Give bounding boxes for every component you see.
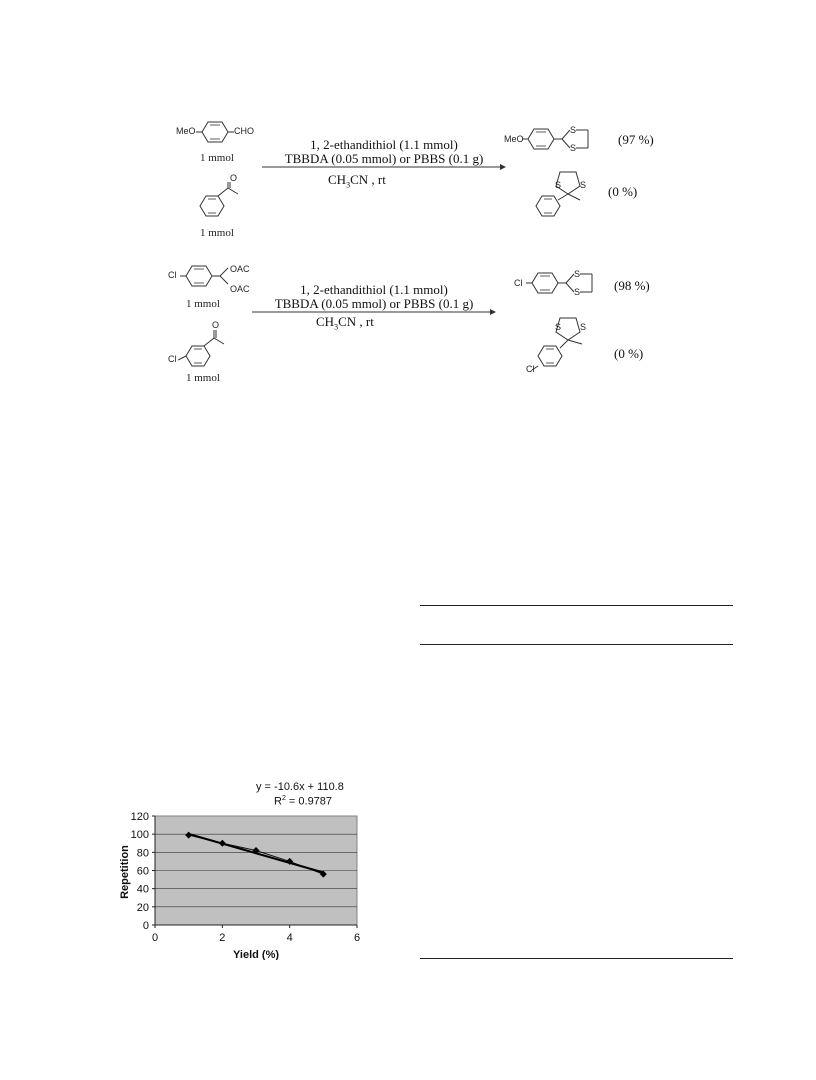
product1-methoxy: MeO [504,134,524,144]
y-tick-label: 120 [130,811,149,823]
product1-chloro: Cl [514,278,523,288]
product2-yield: (0 %) [614,346,644,361]
conditions-line-2: TBBDA (0.05 mmol) or PBBS (0.1 g) [274,296,474,311]
reactant2-chloro: Cl [168,354,177,364]
r-squared-label: $R^2 = 0.9787$ [274,795,333,808]
diacetate-structure [180,258,232,294]
y-tick-label: 60 [136,865,149,878]
x-tick-label: 0 [151,932,159,944]
x-tick-label: 6 [353,932,361,944]
reactant2-amount: 1 mmol [200,227,234,239]
product2-sulfur-left: S [555,180,562,190]
product2-chloro: Cl [526,364,535,374]
product2-dithiolane [530,312,602,374]
conditions-line-2: TBBDA (0.05 mmol) or PBBS (0.1 g) [284,151,484,166]
product1-dithiolane [526,262,606,304]
sulfur-bottom: S [570,143,577,153]
y-axis-label: Repetition [119,845,131,899]
scheme-1 [0,0,816,250]
x-tick-label: 4 [286,932,293,944]
product2-sulfur-right: S [580,322,587,332]
product1-yield: (98 %) [614,278,650,293]
x-tick-label: 2 [219,932,226,944]
product2-sulfur-left: S [555,322,562,332]
solvent-conditions: $CH_3CN$ , rt [316,314,374,332]
yield-repetition-chart [110,810,372,960]
table-bottom-rule [420,958,733,959]
anisaldehyde-ring [196,118,236,146]
sulfur-top: S [570,125,577,135]
scheme-2 [0,250,816,400]
trendline-equation: y = -10.6x + 110.8 [256,781,344,793]
reactant1-amount: 1 mmol [200,152,234,164]
reactant2-oxygen: O [212,320,220,330]
oac-bottom: OAC [230,284,250,294]
sulfur-bottom: S [574,287,581,297]
oac-top: OAC [230,264,250,274]
reactant1-amount: 1 mmol [186,298,220,310]
y-tick-label: 20 [136,901,149,914]
sulfur-top: S [574,269,581,279]
reactant2-amount: 1 mmol [186,372,220,384]
conditions-line-1: 1, 2-ethandithiol (1.1 mmol) [310,137,458,152]
y-tick-label: 40 [136,883,149,896]
y-tick-label: 0 [142,920,149,932]
y-tick-label: 80 [136,847,149,860]
table-top-rule [420,605,733,606]
product2-yield: (0 %) [608,184,638,199]
aldehyde-label: CHO [234,126,254,136]
methoxy-label: MeO [176,126,196,136]
product1-dithiolane [522,118,602,160]
product2-dithiolane [530,166,600,220]
x-axis-label: Yield (%) [232,949,280,960]
chloroacetophenone-structure [178,324,240,372]
product2-sulfur-right: S [580,180,587,190]
reaction-arrow [262,162,506,172]
conditions-line-1: 1, 2-ethandithiol (1.1 mmol) [300,282,448,297]
y-tick-label: 100 [130,829,149,842]
solvent-conditions: $CH_3CN$ , rt [328,172,386,190]
product1-yield: (97 %) [618,132,654,147]
reactant1-chloro: Cl [168,270,177,280]
table-header-rule [420,644,733,645]
carbonyl-oxygen: O [230,173,238,183]
